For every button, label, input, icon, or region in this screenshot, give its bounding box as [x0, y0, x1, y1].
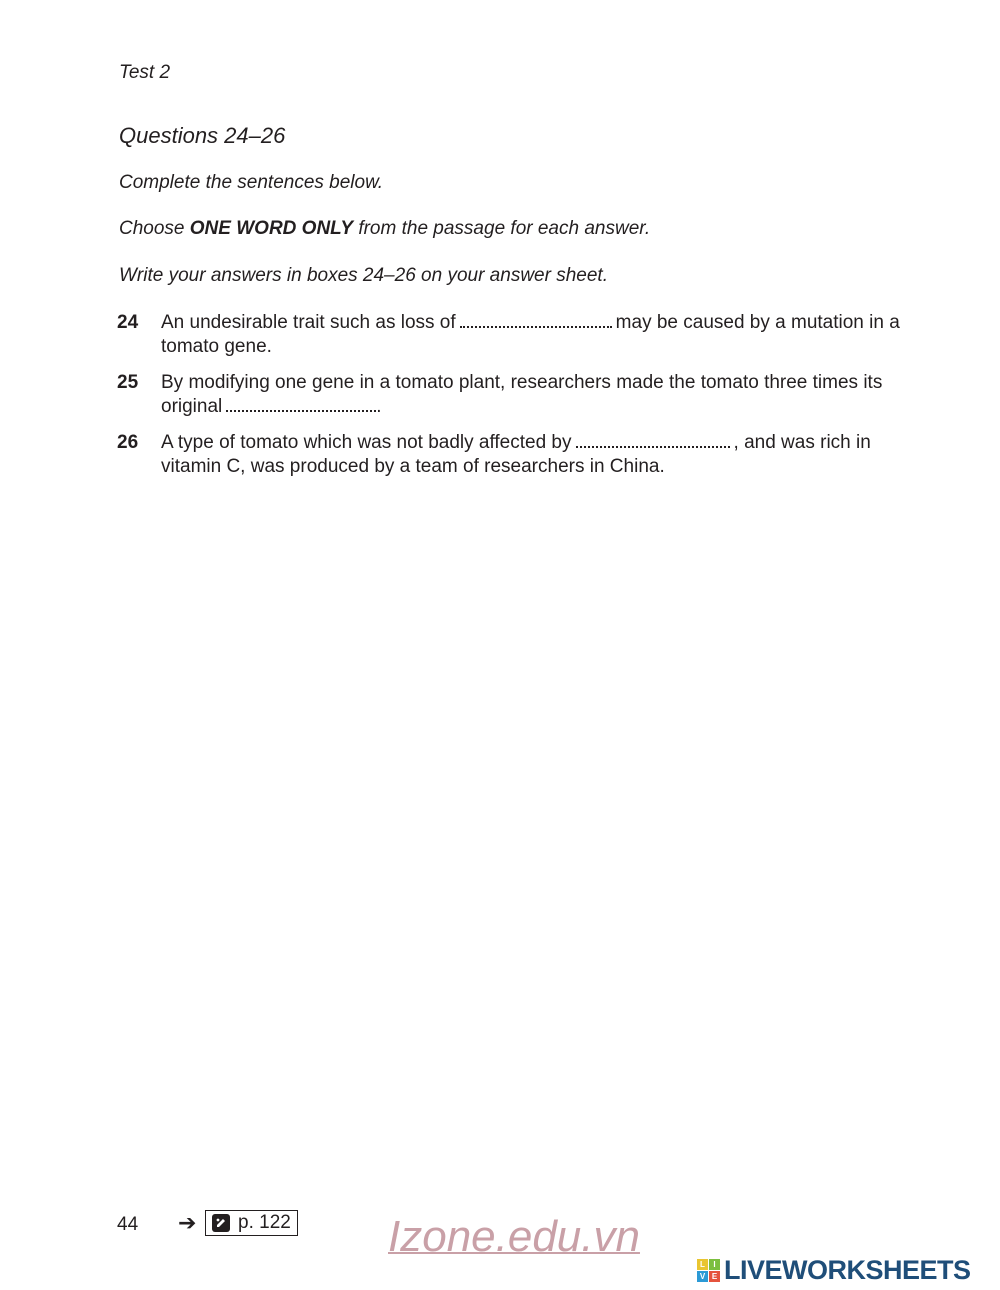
logo-cube-l: L	[697, 1259, 708, 1270]
logo-cubes-icon	[697, 1259, 720, 1282]
liveworksheets-logo[interactable]	[697, 1255, 971, 1286]
answer-reference[interactable]	[205, 1210, 298, 1236]
questions-heading: Questions 24–26	[119, 123, 286, 148]
instruction-complete: Complete the sentences below.	[119, 172, 384, 193]
question-text-after: may be caused by a mutation in a tomato gene.	[161, 312, 900, 357]
watermark-link[interactable]: Izone.edu.vn	[388, 1212, 640, 1261]
question-text-before: A type of tomato which was not badly affected by	[161, 432, 572, 453]
brand-name: LIVEWORKSHEETS	[724, 1255, 971, 1285]
question-25	[117, 371, 917, 419]
question-text-before: By modifying one gene in a tomato plant, researchers made the tomato three times its original	[161, 372, 883, 417]
test-label: Test 2	[119, 62, 171, 83]
logo-cube-i: I	[709, 1259, 720, 1270]
question-text-after: .	[376, 396, 382, 417]
answer-gap-25[interactable]	[226, 396, 376, 412]
question-text-before: An undesirable trait such as loss of	[161, 312, 456, 333]
question-number: 25	[117, 372, 139, 393]
logo-cube-e: E	[709, 1271, 720, 1282]
instruction-choose-pre: Choose	[119, 218, 190, 239]
question-number: 24	[117, 312, 139, 333]
instruction-choose	[119, 218, 650, 240]
answer-gap-26[interactable]	[576, 432, 730, 448]
answer-gap-24[interactable]	[460, 312, 612, 328]
arrow-right-icon: ➔	[178, 1210, 197, 1235]
question-number: 26	[117, 432, 139, 453]
page-number: 44	[117, 1214, 139, 1235]
question-26	[117, 431, 917, 479]
reference-label: p. 122	[238, 1212, 291, 1233]
instruction-write: Write your answers in boxes 24–26 on your answer sheet.	[119, 265, 608, 286]
question-24	[117, 311, 917, 359]
question-text-after: , and was rich in vitamin C, was produced by a team of researchers in China.	[161, 432, 871, 477]
instruction-choose-bold: ONE WORD ONLY	[189, 218, 354, 239]
instruction-choose-post: from the passage for each answer.	[353, 218, 651, 239]
pencil-note-icon	[212, 1214, 230, 1232]
logo-cube-v: V	[697, 1271, 708, 1282]
